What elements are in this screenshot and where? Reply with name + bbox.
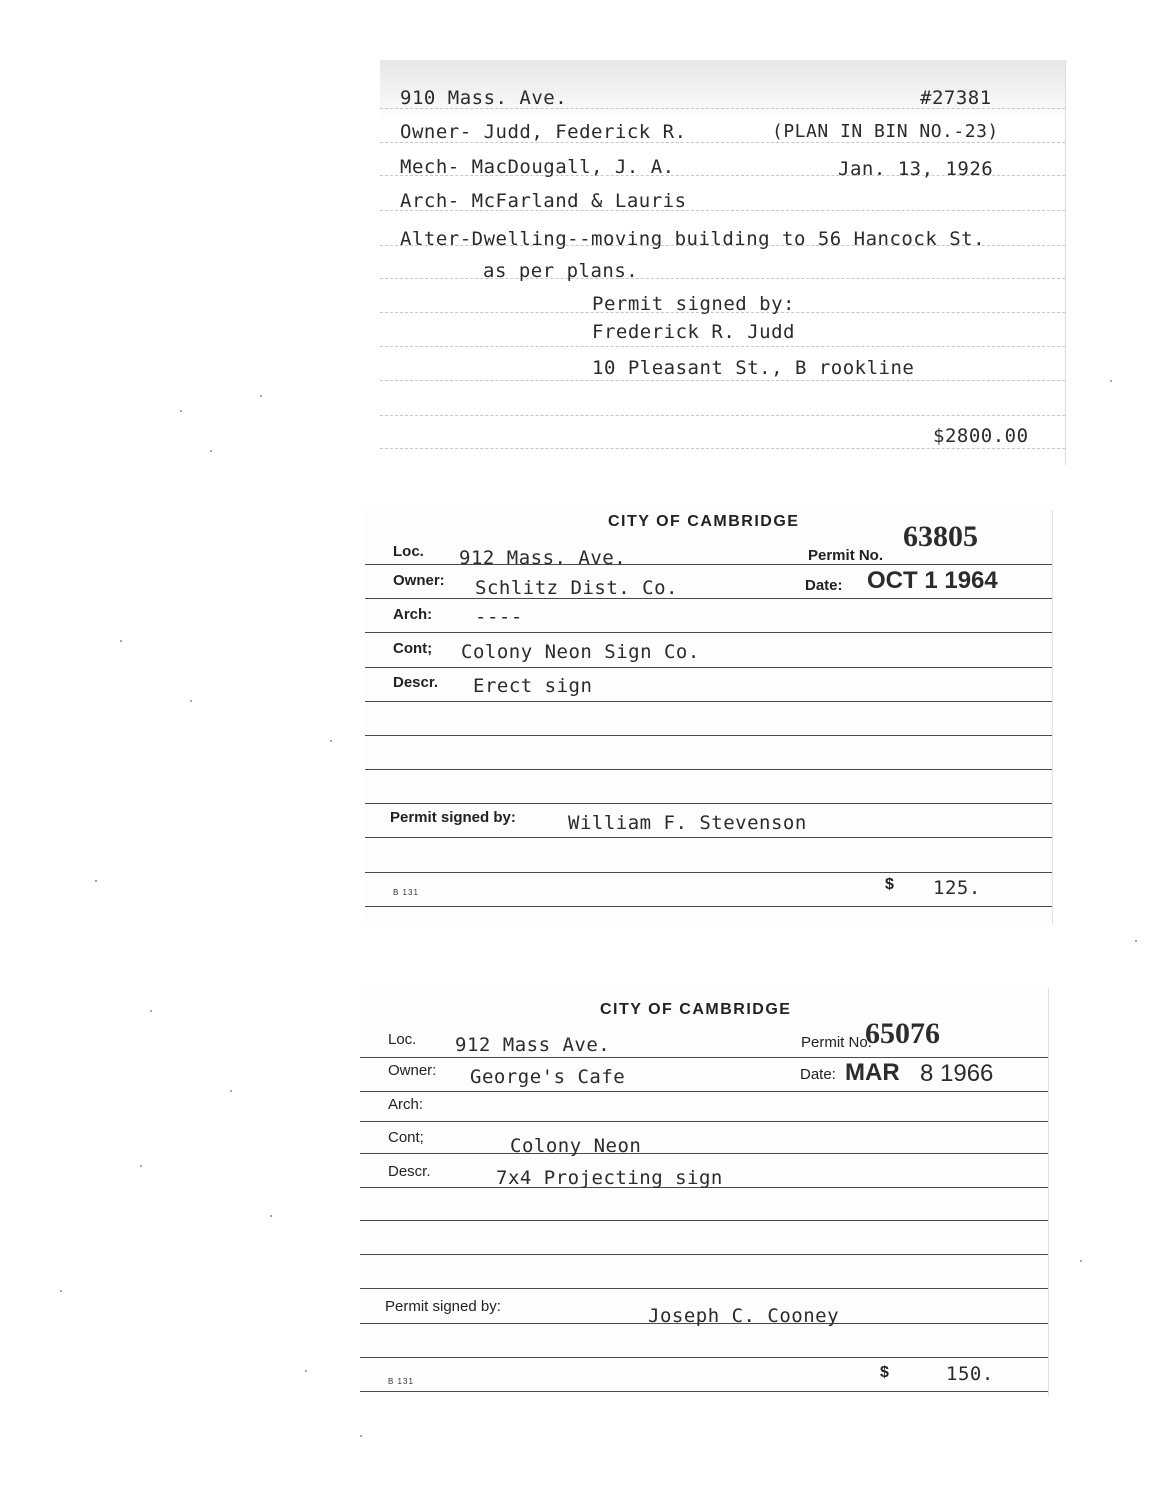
location: 912 Mass. Ave.	[459, 547, 627, 569]
scan-speck	[180, 410, 182, 412]
scan-speck	[140, 1165, 142, 1167]
card-title: CITY OF CAMBRIDGE	[600, 1001, 792, 1018]
signed-by-label: Permit signed by:	[385, 1298, 501, 1315]
signer-address: 10 Pleasant St., B rookline	[592, 357, 915, 379]
owner-label: Owner:	[393, 572, 445, 589]
loc-label: Loc.	[388, 1031, 417, 1048]
form-number: B 131	[393, 888, 419, 897]
owner: Schlitz Dist. Co.	[475, 577, 678, 599]
permit-number: #27381	[920, 87, 992, 109]
date-stamp: OCT 1 1964	[867, 567, 998, 594]
ruled-line	[380, 380, 1065, 381]
scan-speck	[150, 1010, 152, 1012]
form-rule	[365, 769, 1052, 770]
mechanic: Mech- MacDougall, J. A.	[400, 156, 675, 178]
owner-label: Owner:	[388, 1062, 437, 1079]
ruled-line	[380, 448, 1065, 449]
scan-speck	[270, 1215, 272, 1217]
descr-label: Descr.	[393, 674, 439, 691]
form-rule	[360, 1057, 1048, 1058]
form-rule	[365, 906, 1052, 907]
card-title: CITY OF CAMBRIDGE	[608, 513, 800, 530]
date-stamp-month: MAR	[845, 1059, 900, 1086]
scan-speck	[210, 450, 212, 452]
form-number: B 131	[388, 1377, 414, 1386]
permit-stamp-number: 63805	[903, 520, 978, 553]
cont-label: Cont;	[393, 640, 433, 657]
description-line-2: as per plans.	[483, 260, 639, 282]
loc-label: Loc.	[393, 543, 424, 560]
form-rule	[365, 735, 1052, 736]
fee-amount: 150.	[946, 1363, 994, 1385]
permit-stamp-number: 65076	[865, 1017, 940, 1050]
scan-speck	[330, 740, 332, 742]
scan-speck	[260, 395, 262, 397]
description-line-1: Alter-Dwelling--moving building to 56 Hancock St.	[400, 228, 986, 250]
signed-by-label: Permit signed by:	[592, 293, 795, 315]
date-label: Date:	[805, 577, 843, 594]
cont-label: Cont;	[388, 1129, 424, 1146]
scan-speck	[1110, 380, 1112, 382]
form-rule	[365, 837, 1052, 838]
permit-card-1964	[365, 510, 1053, 925]
fee-amount: 125.	[933, 877, 981, 899]
descr-label: Descr.	[388, 1163, 431, 1180]
ruled-line	[380, 346, 1065, 347]
fee-amount: $2800.00	[933, 425, 1029, 447]
permit-card-1926	[380, 60, 1066, 465]
form-rule	[360, 1091, 1048, 1092]
scan-speck	[305, 1370, 307, 1372]
form-rule	[365, 803, 1052, 804]
scan-speck	[95, 880, 97, 882]
date-label: Date:	[800, 1066, 836, 1083]
signer-name: William F. Stevenson	[568, 812, 807, 834]
form-rule	[365, 701, 1052, 702]
form-rule	[365, 598, 1052, 599]
permit-no-label: Permit No.	[801, 1034, 872, 1051]
plan-note: (PLAN IN BIN NO.-23)	[772, 121, 999, 142]
arch-label: Arch:	[393, 606, 433, 623]
scan-speck	[360, 1435, 362, 1437]
form-rule	[365, 872, 1052, 873]
contractor: Colony Neon Sign Co.	[461, 641, 700, 663]
architect: Arch- McFarland & Lauris	[400, 190, 687, 212]
scan-speck	[230, 1090, 232, 1092]
form-rule	[360, 1220, 1048, 1221]
form-rule	[360, 1391, 1048, 1392]
form-rule	[360, 1254, 1048, 1255]
form-rule	[360, 1153, 1048, 1154]
architect: ----	[475, 606, 523, 628]
form-rule	[360, 1357, 1048, 1358]
location: 912 Mass Ave.	[455, 1034, 611, 1056]
ruled-line	[380, 415, 1065, 416]
scan-speck	[120, 640, 122, 642]
description: 7x4 Projecting sign	[496, 1167, 723, 1189]
description: Erect sign	[473, 675, 593, 697]
form-rule	[360, 1121, 1048, 1122]
permit-no-label: Permit No.	[808, 547, 884, 564]
address: 910 Mass. Ave.	[400, 87, 568, 109]
contractor: Colony Neon	[510, 1135, 642, 1157]
scan-speck	[190, 700, 192, 702]
dollar-sign: $	[880, 1364, 889, 1381]
signer-name: Frederick R. Judd	[592, 321, 795, 343]
owner: George's Cafe	[470, 1066, 626, 1088]
scan-speck	[60, 1290, 62, 1292]
owner: Owner- Judd, Federick R.	[400, 121, 687, 143]
signer-name: Joseph C. Cooney	[648, 1305, 840, 1327]
permit-card-1966	[360, 987, 1049, 1397]
scan-speck	[1135, 940, 1137, 942]
dollar-sign: $	[885, 876, 894, 893]
form-rule	[365, 632, 1052, 633]
date-stamp-day-year: 8 1966	[920, 1060, 994, 1087]
form-rule	[360, 1288, 1048, 1289]
signed-by-label: Permit signed by:	[390, 809, 516, 826]
form-rule	[365, 667, 1052, 668]
scan-speck	[1080, 1260, 1082, 1262]
permit-date: Jan. 13, 1926	[838, 158, 994, 180]
arch-label: Arch:	[388, 1096, 424, 1113]
